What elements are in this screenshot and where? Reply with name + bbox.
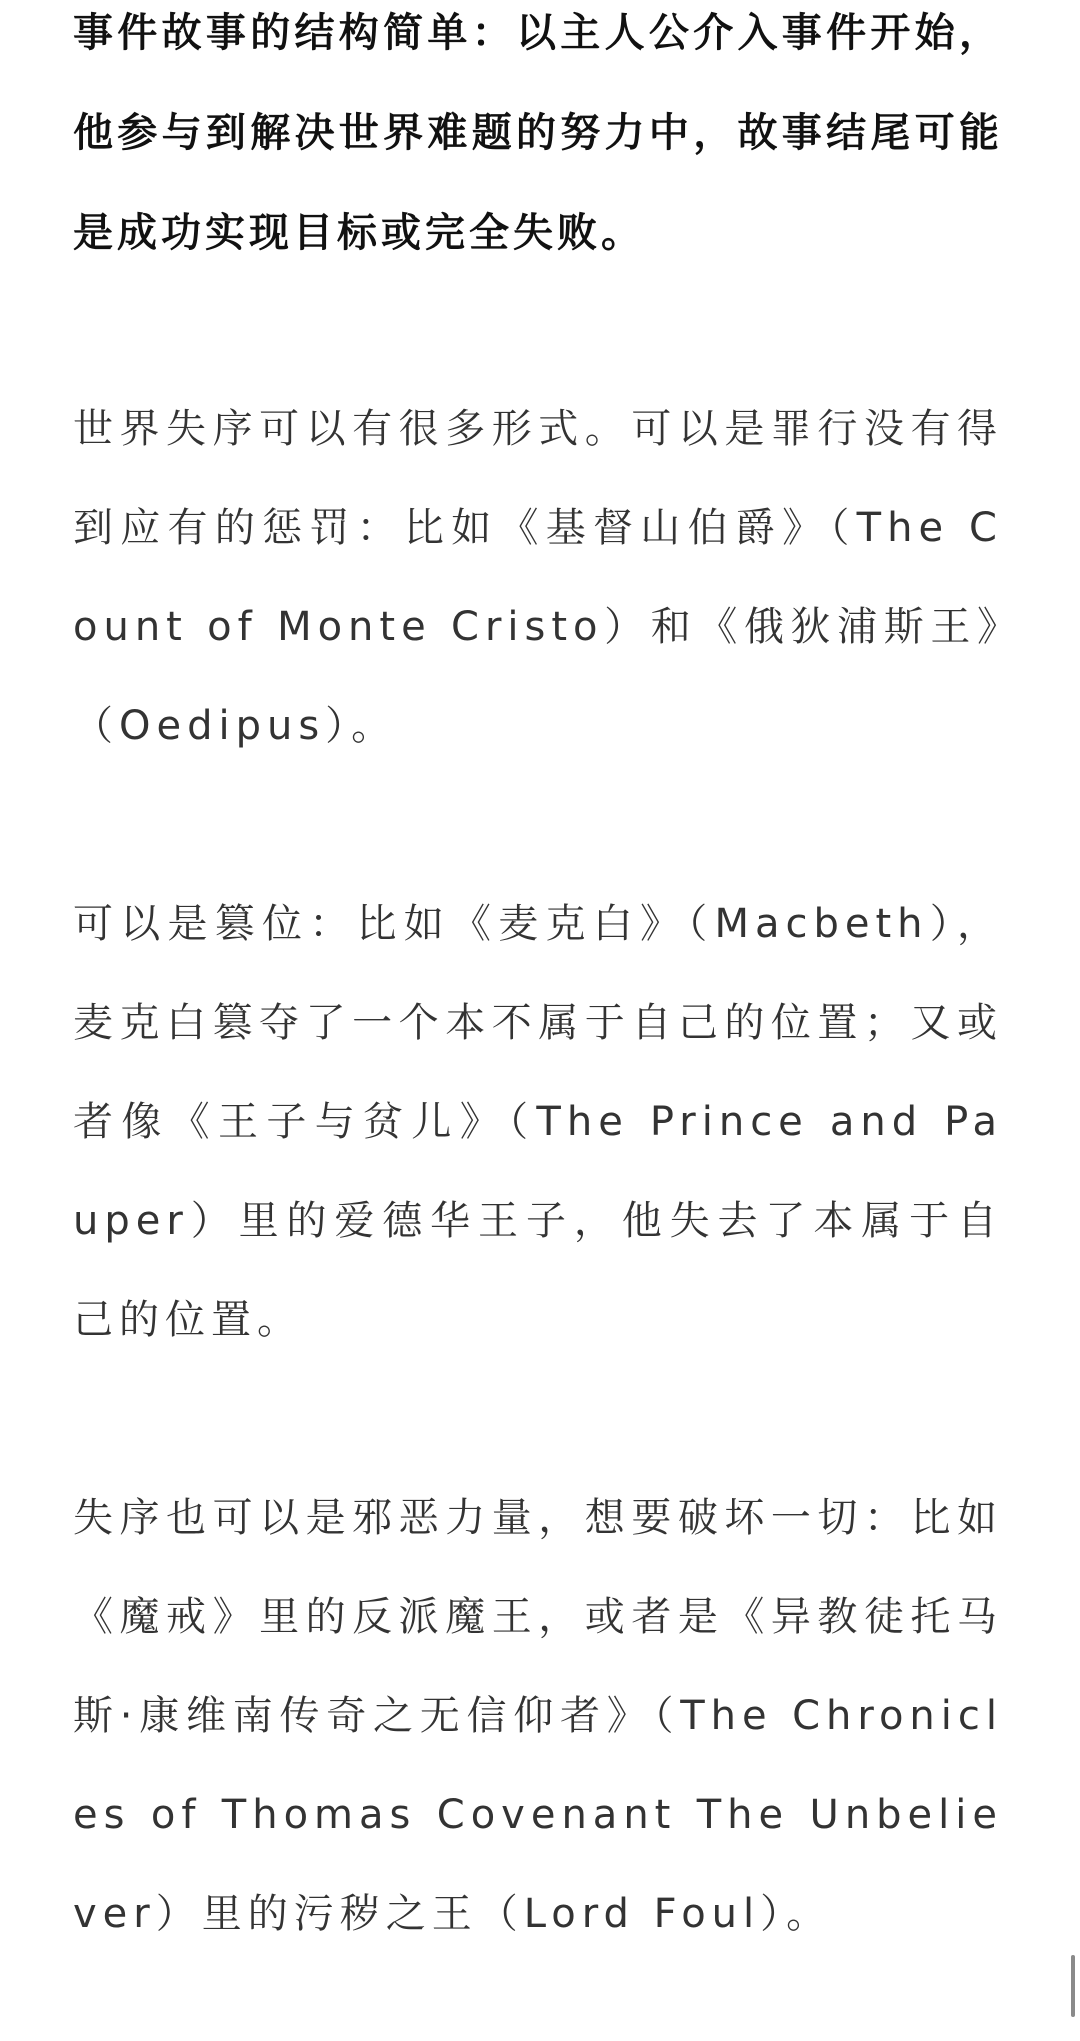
paragraph-crime: 世界失序可以有很多形式。可以是罪行没有得到应有的惩罚：比如《基督山伯爵》（The Count of Monte Cristo）和《俄狄浦斯王》（Oedipus）。 <box>73 406 1003 749</box>
article-body <box>73 0 1003 1964</box>
paragraph-intro: 事件故事的结构简单：以主人公介入事件开始，他参与到解决世界难题的努力中，故事结尾可能是成功实现目标或完全失败。 <box>73 10 1003 256</box>
paragraph-usurpation: 可以是篡位：比如《麦克白》（Macbeth），麦克白篡夺了一个本不属于自己的位置；又或者像《王子与贫儿》（The Prince and Pauper）里的爱德华王子，他失去了本属于自己的位置。 <box>73 901 1003 1343</box>
paragraph-evil-force: 失序也可以是邪恶力量，想要破坏一切：比如《魔戒》里的反派魔王，或者是《异教徒托马斯·康维南传奇之无信仰者》（The Chronicles of Thomas Covenant The Unbeliever）里的污秽之王（Lord Foul）。 <box>73 1495 1003 1937</box>
scrollbar-thumb[interactable] <box>1071 1955 1075 2017</box>
